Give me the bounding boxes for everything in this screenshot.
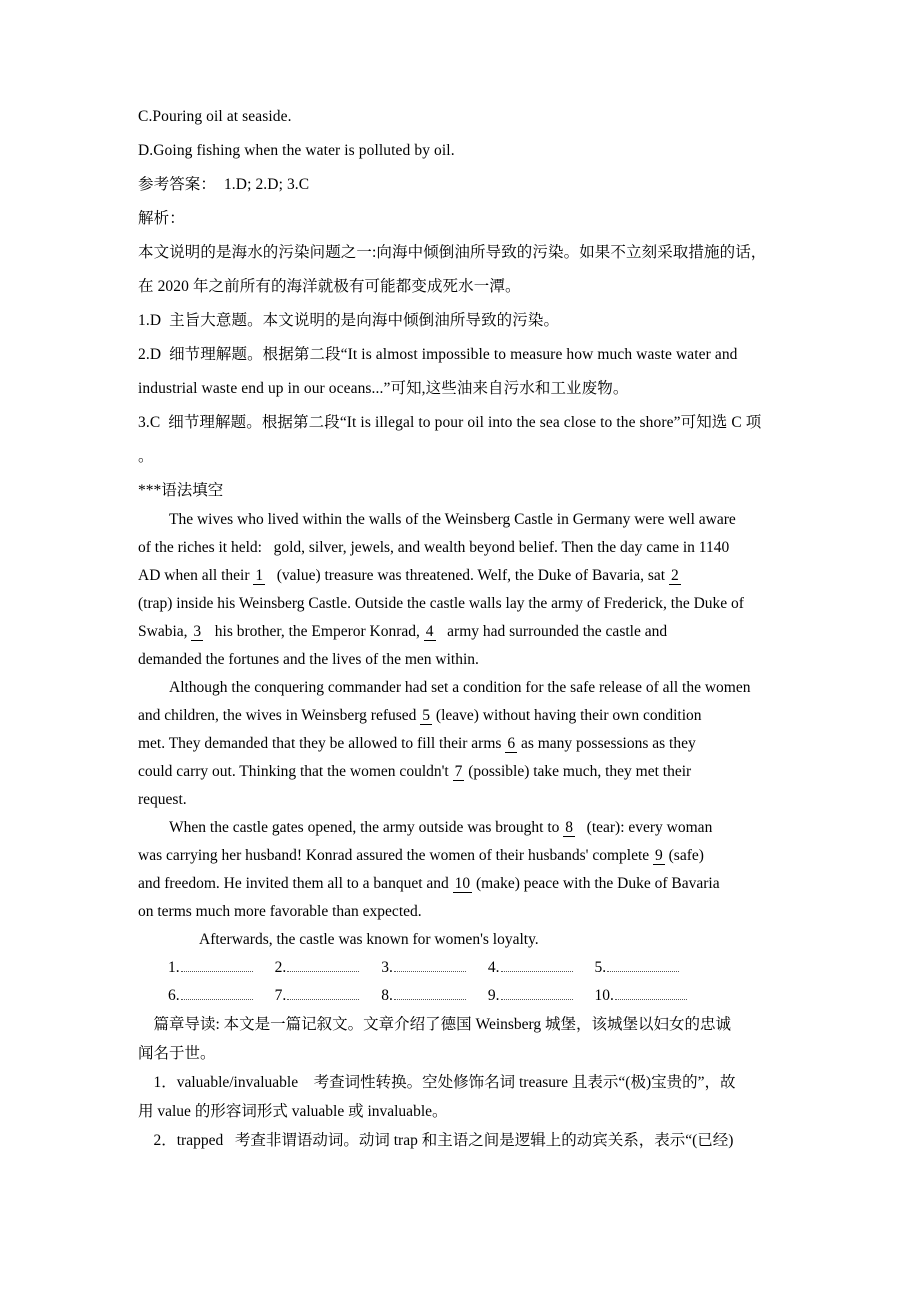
text-fragment: (leave) without having their own condition — [432, 707, 702, 724]
text-fragment: (make) peace with the Duke of Bavaria — [472, 875, 720, 892]
passage-paragraph-1-line-4: (trap) inside his Weinsberg Castle. Outside the castle walls lay the army of Frederick, the Duke of — [138, 595, 744, 612]
answer-slot-rule — [181, 958, 253, 972]
blank-7: 7 — [454, 763, 463, 780]
document-content — [138, 100, 790, 1155]
answer-slot-4[interactable]: 4. — [488, 954, 573, 982]
explanation-q2-line-2: industrial waste end up in our oceans...”可知,这些油来自污水和工业废物。 — [138, 380, 629, 397]
text-fragment: Swabia, — [138, 623, 192, 640]
answer-explanation-1-line-2: 用 value 的形容词形式 valuable 或 invaluable。 — [138, 1103, 448, 1120]
answer-slot-rule — [607, 958, 679, 972]
option-c: C.Pouring oil at seaside. — [138, 108, 292, 125]
answer-slot-9[interactable]: 9. — [488, 982, 573, 1010]
text-fragment: was carrying her husband! Konrad assured the women of their husbands' complete — [138, 847, 654, 864]
text-fragment: (safe) — [664, 847, 704, 864]
passage-paragraph-2-line-5: request. — [138, 791, 187, 808]
analysis-label: 解析： — [138, 210, 185, 227]
answer-slot-5[interactable]: 5. — [595, 954, 680, 982]
passage-paragraph-1-line-6: demanded the fortunes and the lives of the men within. — [138, 651, 479, 668]
passage-paragraph-4: Afterwards, the castle was known for women's loyalty. — [168, 931, 539, 948]
answer-explanation-2-line-1: 2．trapped 考查非谓语动词。动词 trap 和主语之间是逻辑上的动宾关系，表示“(已经) — [138, 1132, 734, 1149]
analysis-paragraph-line-1: 本文说明的是海水的污染问题之一:向海中倾倒油所导致的污染。如果不立刻采取措施的话， — [138, 244, 767, 261]
passage-paragraph-2-line-4 — [138, 758, 790, 786]
answer-explanation-1-line-1: 1．valuable/invaluable 考查词性转换。空处修饰名词 treasure 且表示“(极)宝贵的”，故 — [138, 1074, 736, 1091]
text-fragment: (possible) take much, they met their — [464, 763, 692, 780]
answer-slot-8[interactable]: 8. — [381, 982, 466, 1010]
text-fragment: and freedom. He invited them all to a banquet and — [138, 875, 453, 892]
passage-paragraph-2-line-3 — [138, 730, 790, 758]
text-fragment: and children, the wives in Weinsberg refused — [138, 707, 421, 724]
blank-9: 9 — [655, 847, 663, 864]
text-fragment: met. They demanded that they be allowed to fill their arms — [138, 735, 506, 752]
answer-slot-rule — [394, 986, 466, 1000]
answer-slot-3[interactable]: 3. — [381, 954, 466, 982]
blank-2: 2 — [671, 567, 679, 584]
passage-paragraph-2-line-1: Although the conquering commander had set a condition for the safe release of all the women — [138, 679, 751, 696]
answer-slot-rule — [615, 986, 687, 1000]
blank-4: 4 — [425, 623, 434, 640]
passage-paragraph-1-line-5 — [138, 618, 790, 646]
text-fragment: (value) treasure was threatened. Welf, the Duke of Bavaria, sat — [265, 567, 669, 584]
passage-paragraph-1-line-2: of the riches it held: gold, silver, jewels, and wealth beyond belief. Then the day came in 1140 — [138, 539, 730, 556]
explanation-q2-line-1: 2.D 细节理解题。根据第二段“It is almost impossible to measure how much waste water and — [138, 346, 738, 363]
analysis-paragraph-line-2: 在 2020 年之前所有的海洋就极有可能都变成死水一潭。 — [138, 278, 521, 295]
answer-slot-10[interactable]: 10. — [595, 982, 687, 1010]
blank-1: 1 — [255, 567, 264, 584]
passage-guide-line-1: 篇章导读: 本文是一篇记叙文。文章介绍了德国 Weinsberg 城堡，该城堡以妇女的忠诚 — [138, 1016, 732, 1033]
blank-3: 3 — [193, 623, 202, 640]
passage-paragraph-1-line-1: The wives who lived within the walls of the Weinsberg Castle in Germany were well aware — [138, 511, 736, 528]
option-d: D.Going fishing when the water is polluted by oil. — [138, 142, 455, 159]
passage-paragraph-2-line-2 — [138, 702, 790, 730]
answer-slots-row-1 — [138, 954, 790, 982]
blank-6: 6 — [507, 735, 516, 752]
text-fragment: (tear): every woman — [575, 819, 713, 836]
passage-paragraph-3-line-2 — [138, 842, 790, 870]
answer-slot-rule — [287, 986, 359, 1000]
answer-slot-2[interactable]: 2. — [275, 954, 360, 982]
answer-slots-row-2 — [138, 982, 790, 1010]
section-heading-grammar-fill: ***语法填空 — [138, 482, 224, 499]
blank-5: 5 — [422, 707, 431, 724]
answer-slot-rule — [287, 958, 359, 972]
blank-10: 10 — [454, 875, 471, 892]
blank-8: 8 — [565, 819, 574, 836]
reference-answer: 参考答案： 1.D; 2.D; 3.C — [138, 176, 310, 193]
explanation-q1: 1.D 主旨大意题。本文说明的是向海中倾倒油所导致的污染。 — [138, 312, 560, 329]
passage-paragraph-3-line-1 — [138, 814, 790, 842]
text-fragment: his brother, the Emperor Konrad, — [203, 623, 424, 640]
answer-slot-rule — [181, 986, 253, 1000]
text-fragment: When the castle gates opened, the army outside was brought to — [138, 819, 564, 836]
passage-paragraph-1-line-3 — [138, 562, 790, 590]
answer-slot-rule — [394, 958, 466, 972]
explanation-q3-line-2: 。 — [138, 448, 154, 465]
explanation-q3-line-1: 3.C 细节理解题。根据第二段“It is illegal to pour oil into the sea close to the shore”可知选 C 项 — [138, 414, 762, 431]
text-fragment: could carry out. Thinking that the women couldn't — [138, 763, 453, 780]
text-fragment: as many possessions as they — [517, 735, 696, 752]
answer-slot-7[interactable]: 7. — [275, 982, 360, 1010]
answer-slot-rule — [501, 958, 573, 972]
passage-paragraph-3-line-3 — [138, 870, 790, 898]
answer-slot-6[interactable]: 6. — [168, 982, 253, 1010]
text-fragment: army had surrounded the castle and — [435, 623, 668, 640]
answer-slot-1[interactable]: 1. — [168, 954, 253, 982]
text-fragment: AD when all their — [138, 567, 254, 584]
passage-paragraph-3-line-4: on terms much more favorable than expected. — [138, 903, 422, 920]
answer-slot-rule — [501, 986, 573, 1000]
passage-guide-line-2: 闻名于世。 — [138, 1045, 216, 1062]
